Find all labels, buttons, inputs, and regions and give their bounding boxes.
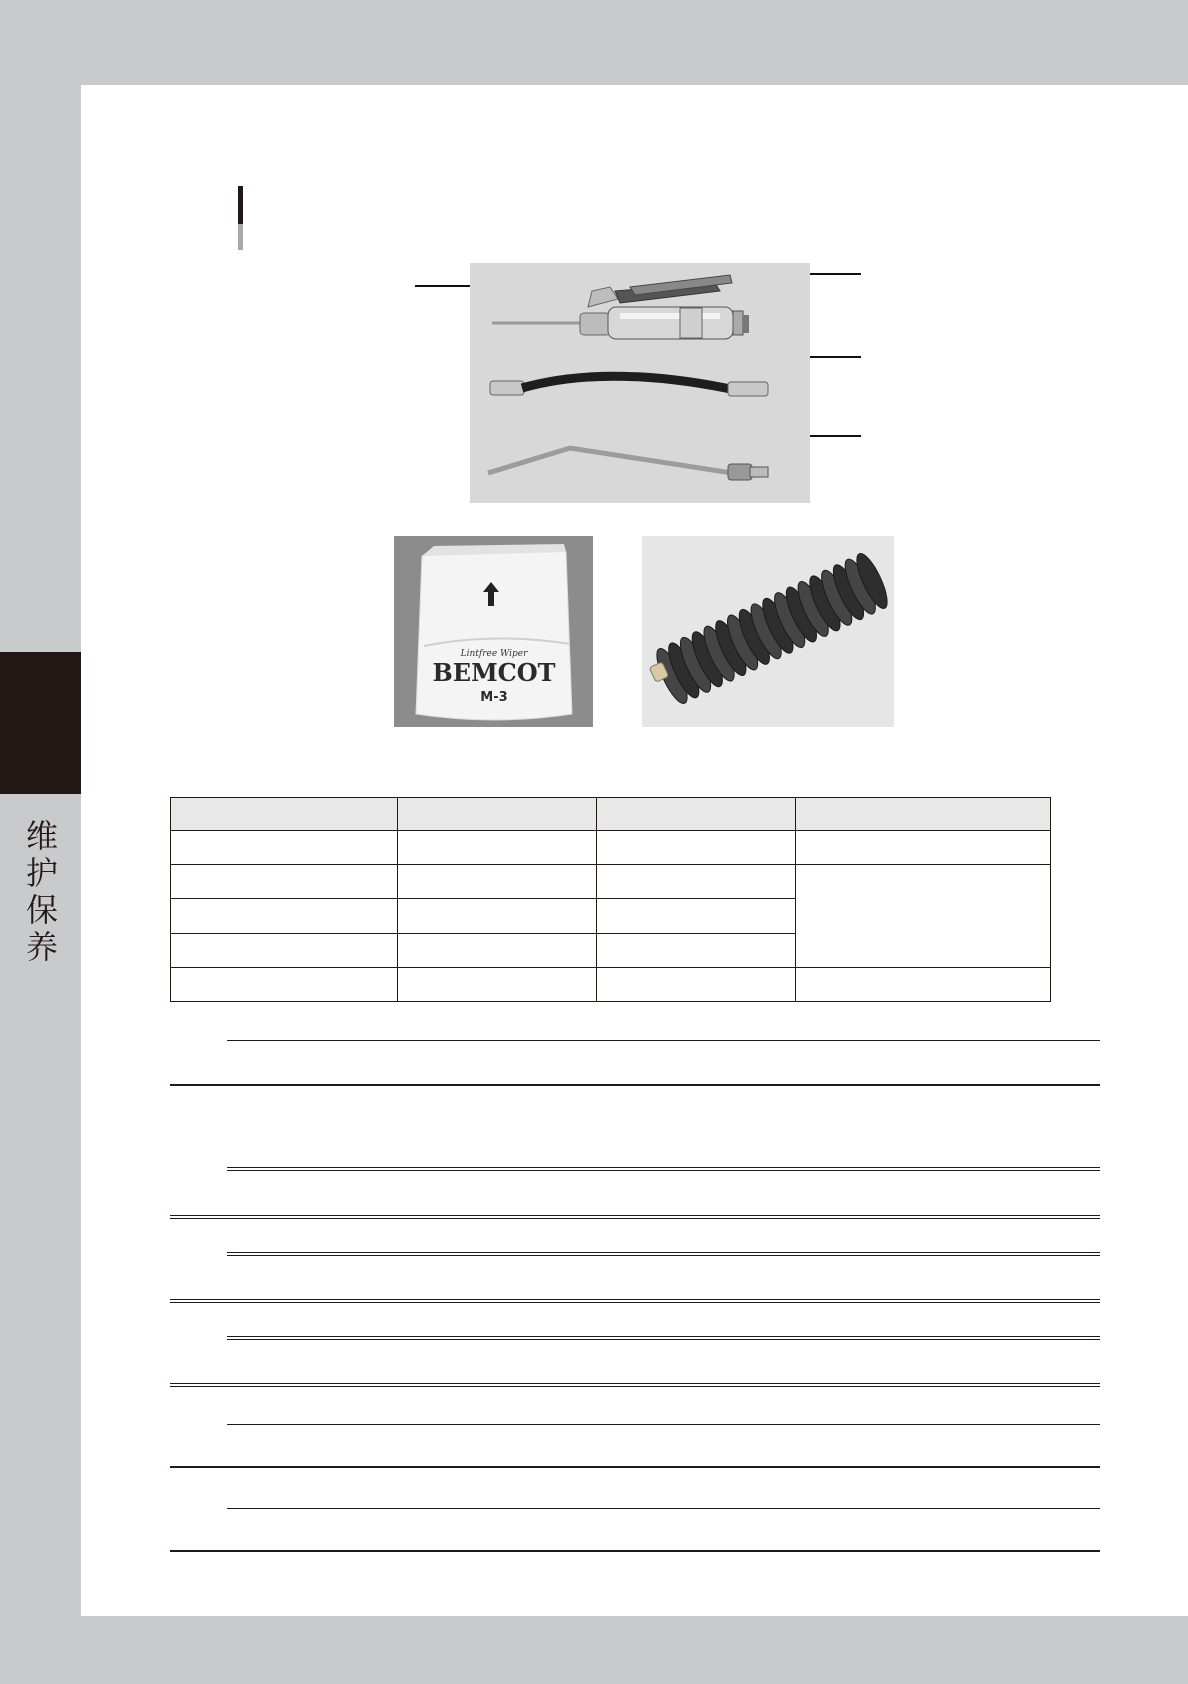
spec-table	[170, 797, 1051, 1002]
spec-table-row	[171, 967, 1051, 1001]
grease-boot-illustration	[642, 536, 894, 727]
wiper-model-text: M-3	[480, 690, 508, 705]
procedure-rule	[227, 1252, 1100, 1256]
procedure-rule	[170, 1299, 1100, 1303]
grease-boot-photo	[642, 536, 894, 727]
side-chapter-label	[22, 818, 62, 966]
procedure-rule	[170, 1084, 1100, 1086]
spec-table-cell	[796, 831, 1051, 865]
spec-table-row	[171, 865, 1051, 899]
spec-table-cell	[597, 933, 796, 967]
spec-table-header	[398, 798, 597, 831]
lintfree-wiper-photo	[394, 536, 593, 727]
procedure-rule	[170, 1215, 1100, 1219]
procedure-rule	[227, 1336, 1100, 1340]
procedure-rule	[170, 1550, 1100, 1552]
spec-table-cell	[171, 967, 398, 1001]
spec-table-cell	[796, 967, 1051, 1001]
spec-table-cell	[597, 967, 796, 1001]
spec-table-cell	[171, 933, 398, 967]
spec-table-cell	[171, 899, 398, 933]
spec-table-header-row	[171, 798, 1051, 831]
procedure-rule	[170, 1466, 1100, 1468]
spec-table-cell	[171, 831, 398, 865]
spec-table-cell	[398, 899, 597, 933]
spec-table-header	[171, 798, 398, 831]
spec-table-header	[597, 798, 796, 831]
wiper-brand-top-text: Lintfree Wiper	[460, 649, 528, 659]
spec-table-cell	[597, 865, 796, 899]
spec-table-cell	[398, 831, 597, 865]
spec-table-merged-cell	[796, 865, 1051, 968]
grease-tools-illustration	[470, 263, 810, 503]
spec-table-header	[796, 798, 1051, 831]
side-chapter-tab	[0, 652, 81, 794]
procedure-rule	[227, 1040, 1100, 1041]
procedure-rule	[227, 1167, 1100, 1171]
spec-table-cell	[398, 865, 597, 899]
procedure-rule	[227, 1424, 1100, 1425]
wiper-brand-text: BEMCOT	[432, 658, 556, 687]
spec-table-cell	[171, 865, 398, 899]
side-chapter-label-text: 维护保养	[25, 817, 58, 966]
spec-table-cell	[597, 899, 796, 933]
wiper-package-illustration	[394, 536, 593, 727]
spec-table-row	[171, 831, 1051, 865]
section-heading-marker	[238, 186, 243, 250]
procedure-rule	[227, 1508, 1100, 1509]
procedure-rule	[170, 1383, 1100, 1387]
spec-table-cell	[597, 831, 796, 865]
spec-table-cell	[398, 967, 597, 1001]
spec-table-cell	[398, 933, 597, 967]
grease-tools-photo	[470, 263, 810, 503]
